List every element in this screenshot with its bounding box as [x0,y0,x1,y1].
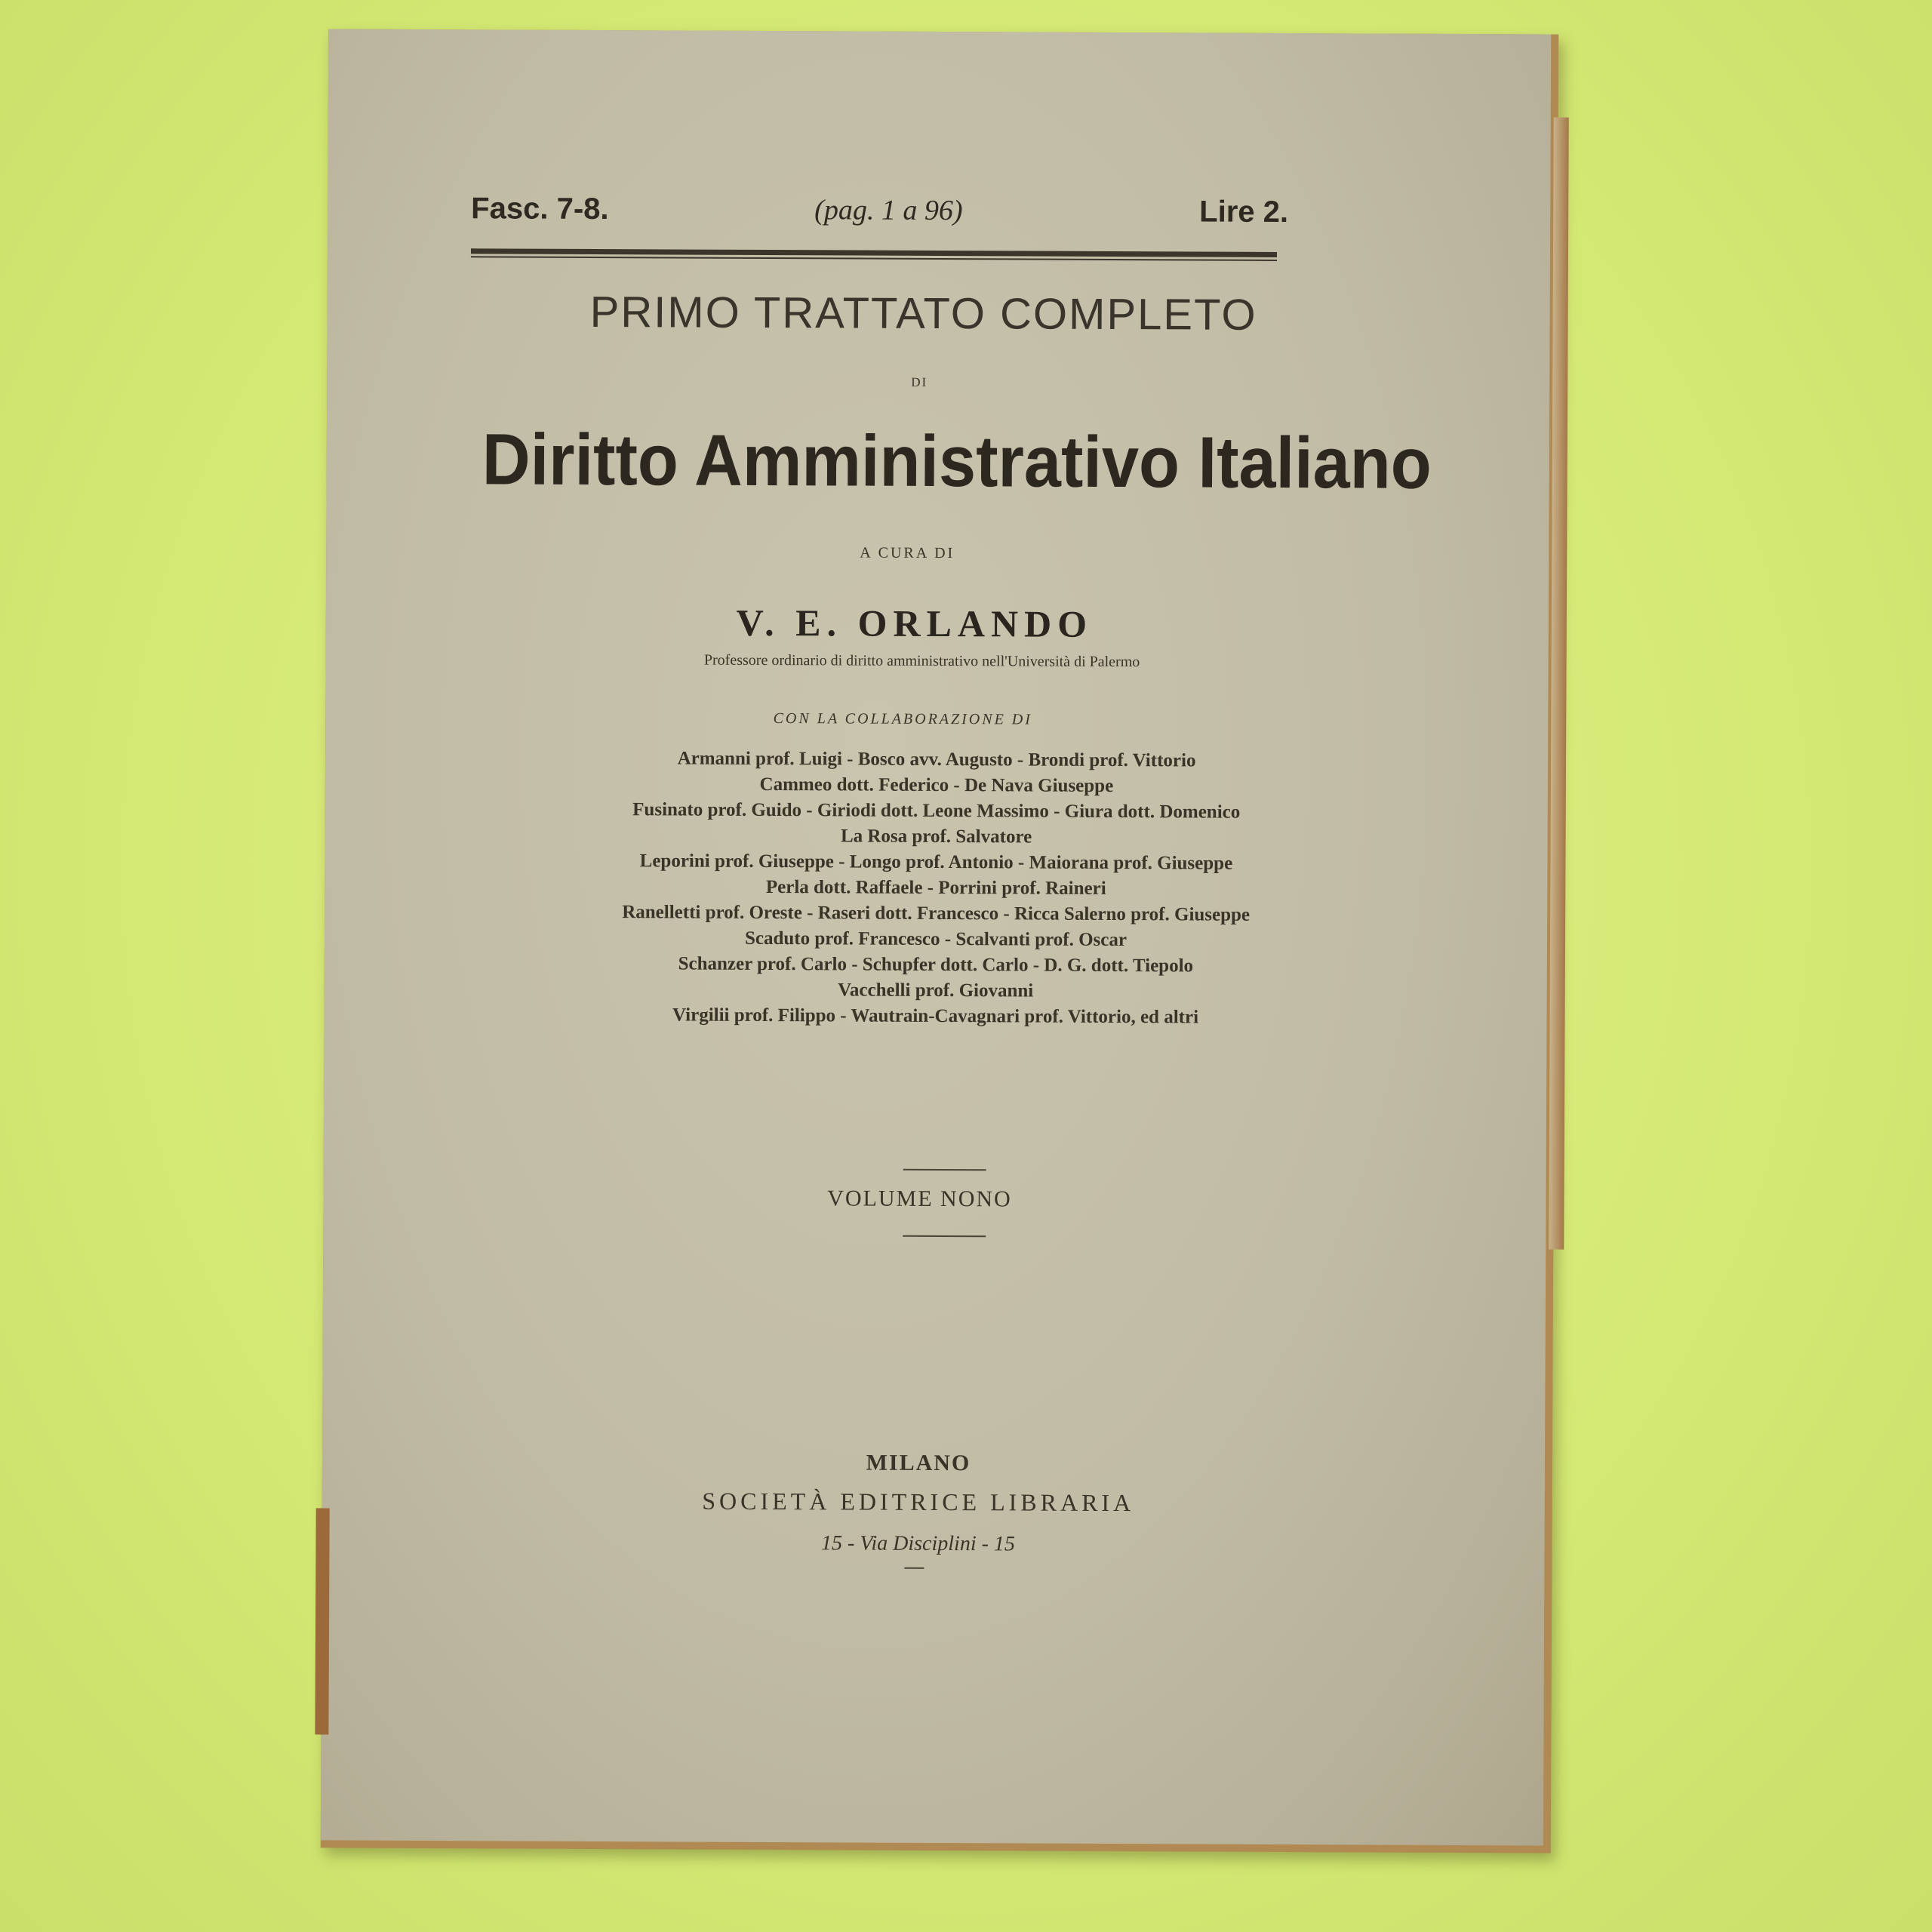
publisher-address: 15 - Via Disciplini - 15 [820,1531,1016,1556]
collaborator-line: Vacchelli prof. Giovanni [838,980,1034,1001]
publisher-name: SOCIETÀ EDITRICE LIBRARIA [702,1487,1135,1517]
collaborator-line: Scaduto prof. Francesco - Scalvanti prof. Oscar [744,928,1128,951]
volume-rule-bottom [903,1235,986,1237]
book [321,29,1559,1853]
editor-role: Professore ordinario di diritto amministrativo nell'Università di Palermo [703,651,1140,671]
publisher-city: MILANO [866,1450,971,1476]
pre-title: PRIMO TRATTATO COMPLETO [589,287,1257,340]
book-cover [321,29,1551,1845]
volume-rule-top [903,1169,986,1171]
editor-name: V. E. ORLANDO [736,601,1094,645]
book-title: Diritto Amministrativo Italiano [481,419,1432,504]
collaborator-line: Perla dott. Raffaele - Porrini prof. Raineri [765,876,1106,899]
collaborator-line: Ranelletti prof. Oreste - Raseri dott. Francesco - Ricca Salerno prof. Giuseppe [622,902,1251,925]
collaborator-line: Schanzer prof. Carlo - Schupfer dott. Carlo - D. G. dott. Tiepolo [678,953,1194,977]
collaborator-line: Leporini prof. Giuseppe - Longo prof. Antonio - Maiorana prof. Giuseppe [639,851,1233,874]
collaborator-line: Virgilii prof. Filippo - Wautrain-Cavagnari prof. Vittorio, ed altri [672,1004,1199,1028]
pre-title-di: DI [911,374,928,389]
fascicle-number: Fasc. 7-8. [471,192,609,226]
collaborator-line: Fusinato prof. Guido - Giriodi dott. Leone Massimo - Giura dott. Domenico [632,799,1241,823]
edited-by-label: A CURA DI [860,544,955,562]
header-rule-thin [471,256,1277,261]
collaborator-line: La Rosa prof. Salvatore [840,826,1032,848]
volume-label: VOLUME NONO [827,1186,1012,1212]
collaboration-label: CON LA COLLABORAZIONE DI [773,710,1032,728]
collaborator-line: Armanni prof. Luigi - Bosco avv. Augusto - Brondi prof. Vittorio [677,748,1196,771]
collaborator-line: Cammeo dott. Federico - De Nava Giuseppe [759,774,1114,797]
page-range: (pag. 1 a 96) [814,194,963,227]
collaborator-list [324,744,1548,1032]
cover-header [328,191,1550,242]
closing-dash [904,1567,924,1569]
price: Lire 2. [1199,195,1289,229]
